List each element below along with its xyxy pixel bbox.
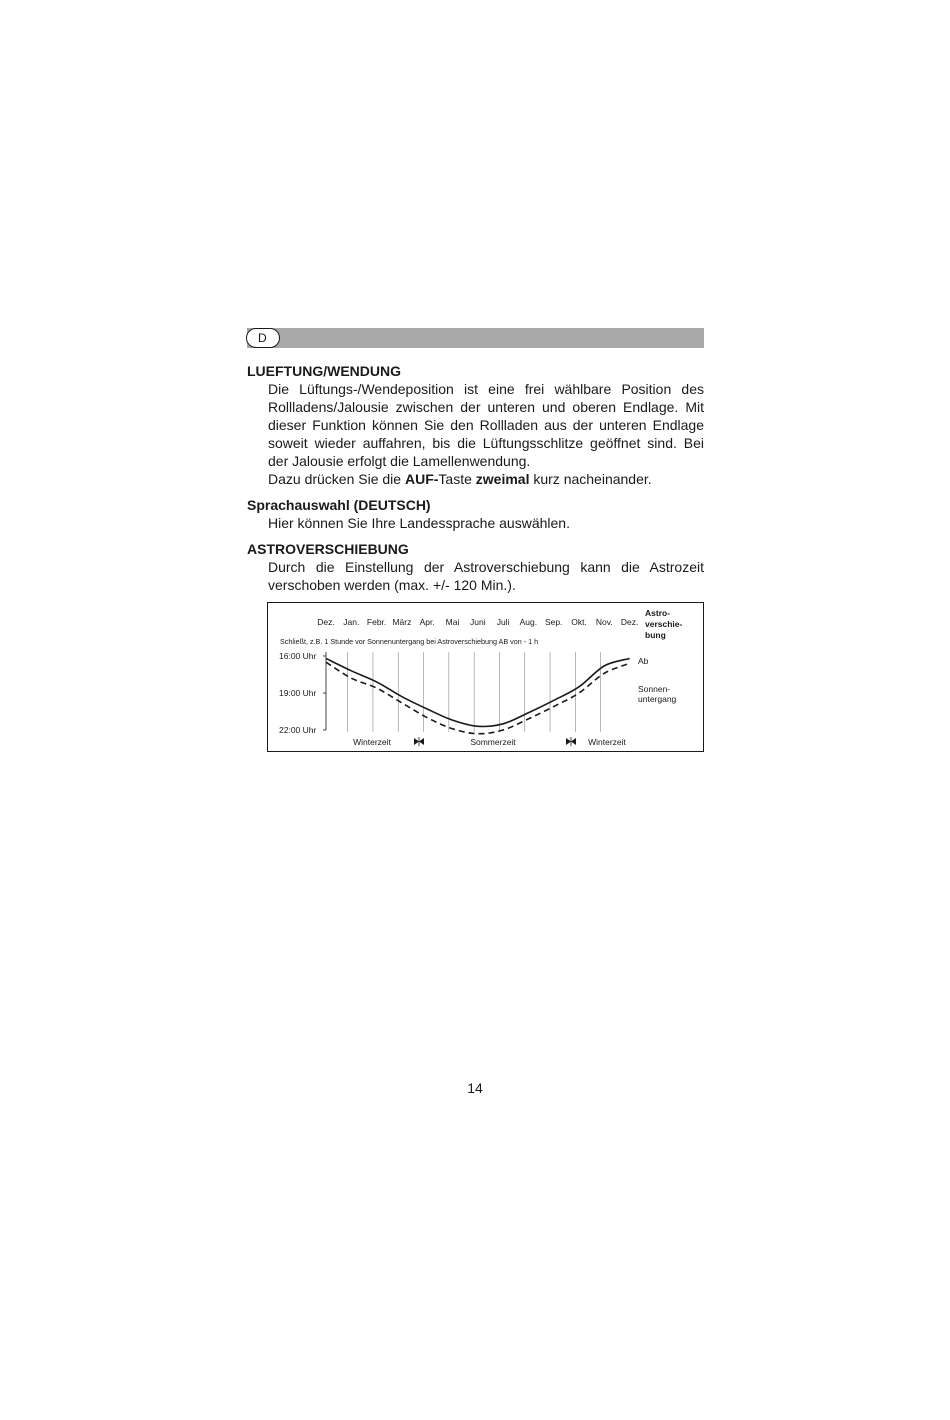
section-lueftung [247, 362, 704, 488]
month-tick-label: März [392, 617, 412, 627]
legend-title: bung [645, 630, 666, 640]
astro-chart-svg [268, 603, 705, 753]
period-label: Winterzeit [353, 737, 391, 747]
section-body [268, 558, 704, 594]
body-paragraph: Durch die Einstellung der Astroverschiebung kann die Astrozeit verschoben werden (max. +/- 120 Min.). [268, 559, 704, 593]
y-tick-label: 22:00 Uhr [279, 725, 317, 735]
section-heading: LUEFTUNG/WENDUNG [247, 363, 401, 379]
month-tick-label: Jan. [343, 617, 360, 627]
legend-sunset: Sonnen- [638, 684, 671, 694]
month-tick-label: Aug. [519, 617, 538, 627]
zweimal-label: zweimal [475, 471, 530, 487]
section-body [268, 380, 704, 488]
language-tab: D [246, 328, 280, 348]
body-paragraph: Hier können Sie Ihre Landessprache auswählen. [268, 515, 570, 531]
month-tick-label: Febr. [366, 617, 387, 627]
legend-ab: Ab [638, 656, 649, 666]
auf-key-label: AUF- [404, 471, 439, 487]
legend-title: Astro- [645, 608, 671, 618]
action-line: Dazu drücken Sie die AUF-Taste zweimal kurz nacheinander. [268, 471, 652, 487]
manual-content [247, 362, 704, 602]
legend-sunset: untergang [638, 694, 677, 704]
month-tick-label: Mai [445, 617, 460, 627]
astro-chart [267, 602, 704, 752]
page-number: 14 [467, 1080, 483, 1096]
language-bar [247, 328, 704, 348]
period-label: Winterzeit [588, 737, 626, 747]
ab-series-line [326, 658, 630, 726]
y-tick-label: 16:00 Uhr [279, 651, 317, 661]
section-astroverschiebung [247, 540, 704, 594]
month-tick-label: Apr. [419, 617, 435, 627]
section-body [268, 514, 704, 532]
y-tick-label: 19:00 Uhr [279, 688, 317, 698]
month-tick-label: Nov. [595, 617, 613, 627]
month-tick-label: Dez. [620, 617, 639, 627]
month-tick-label: Okt. [571, 617, 587, 627]
legend-title: verschie- [645, 619, 683, 629]
chart-note: Schließt, z.B. 1 Stunde vor Sonnenuntergang bei Astroverschiebung AB von - 1 h [280, 637, 539, 646]
month-tick-label: Sep. [544, 617, 563, 627]
month-tick-label: Dez. [317, 617, 335, 627]
section-heading: ASTROVERSCHIEBUNG [247, 541, 409, 557]
body-paragraph: Die Lüftungs-/Wendeposition ist eine frei wählbare Position des Rollladens/Jalousie zwischen der unteren und oberen Endlage. Mit dieser Funktion können Sie den Rollladen aus der unteren Endlage soweit wieder auffahren, bis die Lüftungsschlitze geöffnet sind. Bei der Jalousie erfolgt die Lamellenwendung. [268, 381, 704, 469]
section-heading: Sprachauswahl (DEUTSCH) [247, 497, 431, 513]
sunset-series-line [326, 662, 630, 734]
period-label: Sommerzeit [470, 737, 516, 747]
section-sprachauswahl [247, 496, 704, 532]
month-tick-label: Juni [470, 617, 486, 627]
month-tick-label: Juli [496, 617, 510, 627]
